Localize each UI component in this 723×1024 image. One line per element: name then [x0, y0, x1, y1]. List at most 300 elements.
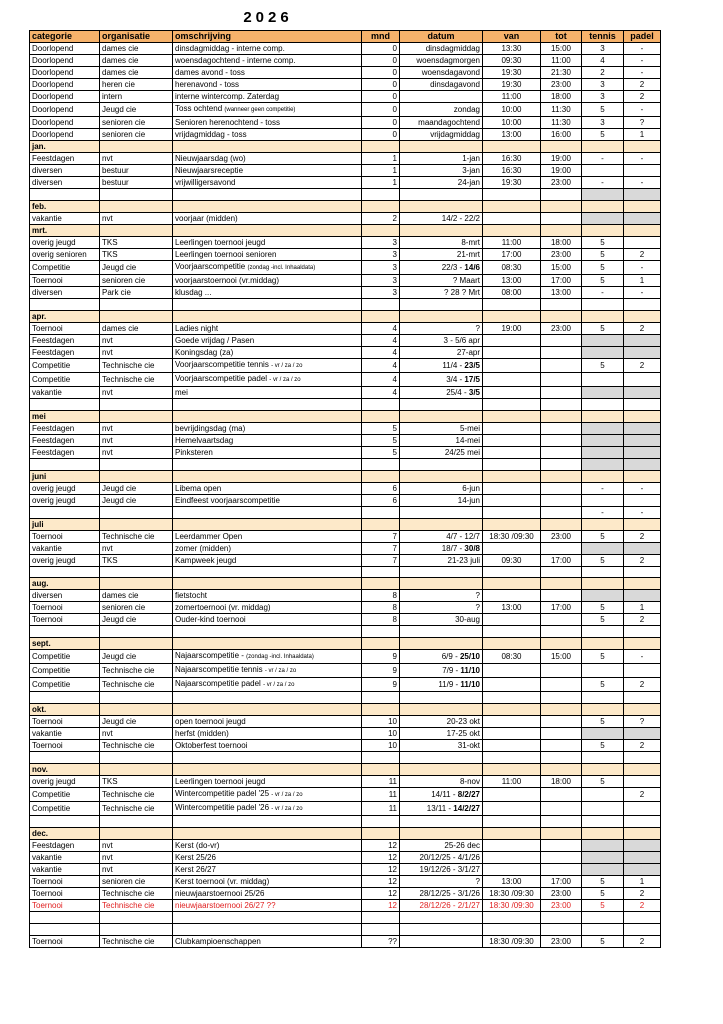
- cell-categorie: [30, 494, 100, 506]
- blank-row: [30, 912, 661, 924]
- mnd-text: 10: [388, 741, 397, 751]
- cell-categorie: [30, 864, 100, 876]
- cell-mnd: [362, 704, 400, 716]
- cell-categorie: [30, 346, 100, 358]
- cell-tennis: [582, 103, 624, 117]
- cell-categorie: [30, 224, 100, 236]
- omschrijving-text: Koningsdag (za): [175, 347, 234, 357]
- cell-organisatie: [100, 358, 173, 372]
- omschrijving-text: vrijwilligersavond: [175, 178, 236, 187]
- cell-tot: [541, 828, 582, 840]
- organisatie-text: TKS: [102, 555, 118, 565]
- cell-categorie: [30, 165, 100, 177]
- organisatie-text: bestuur: [102, 178, 129, 187]
- cell-mnd: [362, 864, 400, 876]
- cell-mnd: [362, 177, 400, 189]
- cell-tennis: [582, 212, 624, 224]
- cell-mnd: [362, 153, 400, 165]
- cell-padel: [624, 923, 661, 935]
- cell-tennis: [582, 566, 624, 578]
- categorie-text: jan.: [32, 142, 46, 151]
- cell-categorie: [30, 716, 100, 728]
- cell-categorie: [30, 298, 100, 310]
- categorie-text: Doorlopend: [32, 130, 74, 139]
- categorie-text: vakantie: [32, 387, 62, 397]
- cell-mnd: [362, 566, 400, 578]
- cell-padel: [624, 446, 661, 458]
- cell-mnd: [362, 372, 400, 386]
- cell-organisatie: [100, 248, 173, 260]
- month-header-row: [30, 828, 661, 840]
- month-header-row: [30, 310, 661, 322]
- cell-van: [483, 590, 541, 602]
- cell-datum: [400, 650, 483, 664]
- datum-text: 27-apr: [456, 347, 480, 357]
- cell-organisatie: [100, 410, 173, 422]
- categorie-text: Toernooi: [32, 275, 63, 285]
- month-header-row: [30, 200, 661, 212]
- mnd-text: 10: [388, 717, 397, 727]
- categorie-text: Toernooi: [32, 323, 63, 333]
- cell-tot: [541, 650, 582, 664]
- table-row: [30, 678, 661, 692]
- cell-mnd: [362, 410, 400, 422]
- cell-van: [483, 764, 541, 776]
- van-text: 13:00: [501, 130, 522, 139]
- cell-van: [483, 236, 541, 248]
- cell-mnd: [362, 740, 400, 752]
- cell-padel: [624, 566, 661, 578]
- cell-datum: [400, 482, 483, 494]
- cell-datum: [400, 704, 483, 716]
- cell-van: [483, 578, 541, 590]
- cell-datum: [400, 554, 483, 566]
- mnd-text: 9: [392, 666, 397, 676]
- table-row: [30, 212, 661, 224]
- cell-mnd: [362, 788, 400, 802]
- cell-tot: [541, 542, 582, 554]
- cell-tennis: [582, 274, 624, 286]
- tot-text: 13:00: [550, 287, 572, 297]
- cell-van: [483, 506, 541, 518]
- mnd-text: 3: [392, 237, 397, 247]
- van-text: 13:00: [501, 275, 522, 285]
- padel-text: 2: [639, 680, 645, 690]
- mnd-text: 1: [392, 178, 397, 187]
- cell-omschrijving: [173, 764, 362, 776]
- organisatie-text: dames cie: [102, 591, 139, 601]
- cell-tennis: [582, 67, 624, 79]
- cell-omschrijving: [173, 103, 362, 117]
- padel-text: -: [640, 56, 644, 65]
- cell-mnd: [362, 286, 400, 298]
- cell-omschrijving: [173, 876, 362, 888]
- cell-tennis: [582, 482, 624, 494]
- van-text: 13:00: [501, 603, 522, 613]
- cell-categorie: [30, 177, 100, 189]
- datum-text: 14-mei: [455, 435, 480, 445]
- cell-omschrijving: [173, 530, 362, 542]
- cell-organisatie: [100, 212, 173, 224]
- cell-tot: [541, 177, 582, 189]
- cell-organisatie: [100, 912, 173, 924]
- mnd-text: 7: [392, 555, 397, 565]
- cell-mnd: [362, 346, 400, 358]
- padel-text: 1: [639, 275, 645, 285]
- cell-padel: [624, 614, 661, 626]
- cell-mnd: [362, 79, 400, 91]
- datum-end-date: 30/8: [464, 543, 480, 553]
- organisatie-text: Technische cie: [102, 790, 155, 800]
- cell-categorie: [30, 530, 100, 542]
- datum-text: 6-jun: [462, 483, 480, 493]
- mnd-text: 8: [392, 603, 397, 613]
- categorie-text: Toernooi: [32, 889, 63, 899]
- cell-tot: [541, 386, 582, 398]
- cell-padel: [624, 274, 661, 286]
- organisatie-text: Technische cie: [102, 741, 155, 751]
- cell-organisatie: [100, 165, 173, 177]
- mnd-text: 0: [392, 92, 397, 101]
- categorie-text: Toernooi: [32, 741, 63, 751]
- datum-text: zondag: [453, 105, 480, 114]
- cell-organisatie: [100, 602, 173, 614]
- cell-van: [483, 310, 541, 322]
- cell-organisatie: [100, 398, 173, 410]
- cell-van: [483, 67, 541, 79]
- omschrijving-text: Clubkampioenschappen: [175, 936, 261, 946]
- cell-van: [483, 704, 541, 716]
- cell-mnd: [362, 716, 400, 728]
- cell-omschrijving: [173, 678, 362, 692]
- cell-tennis: [582, 358, 624, 372]
- table-row: [30, 177, 661, 189]
- organisatie-text: TKS: [102, 777, 118, 787]
- tennis-text: 5: [600, 877, 605, 887]
- month-header-row: [30, 638, 661, 650]
- datum-text: 3 - 5/6 apr: [443, 335, 480, 345]
- column-header-van: van: [483, 31, 541, 43]
- tennis-text: 5: [600, 777, 605, 787]
- cell-padel: [624, 590, 661, 602]
- categorie-text: Feestdagen: [32, 435, 75, 445]
- omschrijving-text: Najaarscompetitie tennis: [175, 665, 263, 675]
- datum-text: 20-23 okt: [446, 717, 480, 727]
- organisatie-text: TKS: [102, 237, 118, 247]
- cell-mnd: [362, 189, 400, 201]
- tennis-text: 5: [600, 680, 605, 690]
- categorie-text: Toernooi: [32, 531, 63, 541]
- cell-padel: [624, 828, 661, 840]
- cell-organisatie: [100, 716, 173, 728]
- cell-van: [483, 200, 541, 212]
- cell-mnd: [362, 852, 400, 864]
- cell-omschrijving: [173, 900, 362, 912]
- mnd-text: 3: [392, 262, 397, 272]
- table-row: [30, 650, 661, 664]
- datum-text: woensdagmorgen: [416, 56, 480, 65]
- padel-text: -: [640, 44, 644, 53]
- cell-organisatie: [100, 852, 173, 864]
- event-calendar-table: [29, 30, 661, 948]
- cell-mnd: [362, 141, 400, 153]
- cell-datum: [400, 840, 483, 852]
- omschrijving-note: - vr / za / zo: [263, 682, 295, 689]
- cell-tennis: [582, 286, 624, 298]
- table-row: [30, 334, 661, 346]
- cell-datum: [400, 129, 483, 141]
- column-header-tennis: tennis: [582, 31, 624, 43]
- categorie-text: overig jeugd: [32, 237, 76, 247]
- cell-categorie: [30, 728, 100, 740]
- cell-padel: [624, 334, 661, 346]
- categorie-text: overig jeugd: [32, 483, 76, 493]
- cell-categorie: [30, 828, 100, 840]
- cell-organisatie: [100, 372, 173, 386]
- padel-text: 2: [639, 360, 645, 370]
- cell-padel: [624, 346, 661, 358]
- categorie-text: diversen: [32, 287, 63, 297]
- cell-omschrijving: [173, 129, 362, 141]
- cell-datum: [400, 398, 483, 410]
- cell-datum: [400, 358, 483, 372]
- cell-tennis: [582, 764, 624, 776]
- datum-text: maandagochtend: [418, 118, 480, 127]
- van-text: 18:30 /09:30: [489, 936, 534, 946]
- cell-datum: [400, 828, 483, 840]
- omschrijving-text: voorjaar (midden): [175, 213, 238, 223]
- cell-padel: [624, 248, 661, 260]
- table-row: [30, 103, 661, 117]
- cell-mnd: [362, 274, 400, 286]
- categorie-text: Doorlopend: [32, 105, 74, 114]
- datum-text: 28/12/26 - 2/1/27: [419, 901, 480, 911]
- organisatie-text: nvt: [102, 435, 113, 445]
- mnd-text: 8: [392, 615, 397, 625]
- cell-tennis: [582, 590, 624, 602]
- omschrijving-text: Pinksteren: [175, 447, 213, 457]
- van-text: 10:00: [501, 118, 522, 127]
- cell-datum: [400, 864, 483, 876]
- cell-omschrijving: [173, 935, 362, 947]
- datum-end-date: 8/2/27: [457, 790, 480, 800]
- cell-categorie: [30, 852, 100, 864]
- omschrijving-text: woensdagochtend - interne comp.: [175, 56, 296, 65]
- cell-padel: [624, 43, 661, 55]
- cell-omschrijving: [173, 542, 362, 554]
- cell-omschrijving: [173, 322, 362, 334]
- omschrijving-text: klusdag ...: [175, 287, 212, 297]
- tot-text: 23:00: [550, 178, 572, 187]
- cell-datum: [400, 103, 483, 117]
- cell-omschrijving: [173, 888, 362, 900]
- organisatie-text: dames cie: [102, 68, 139, 77]
- cell-mnd: [362, 55, 400, 67]
- cell-organisatie: [100, 334, 173, 346]
- omschrijving-text: Oktoberfest toernooi: [175, 741, 248, 751]
- cell-categorie: [30, 334, 100, 346]
- cell-van: [483, 372, 541, 386]
- organisatie-text: bestuur: [102, 166, 129, 175]
- cell-omschrijving: [173, 346, 362, 358]
- cell-tot: [541, 117, 582, 129]
- blank-row: [30, 189, 661, 201]
- omschrijving-text: Hemelvaartsdag: [175, 435, 234, 445]
- cell-tot: [541, 398, 582, 410]
- cell-datum: [400, 286, 483, 298]
- datum-text: 22/3 -: [441, 262, 465, 272]
- mnd-text: 5: [392, 447, 397, 457]
- mnd-text: 0: [392, 130, 397, 139]
- cell-categorie: [30, 91, 100, 103]
- cell-omschrijving: [173, 310, 362, 322]
- cell-omschrijving: [173, 274, 362, 286]
- van-text: 08:00: [501, 287, 522, 297]
- cell-mnd: [362, 224, 400, 236]
- cell-tot: [541, 334, 582, 346]
- cell-padel: [624, 530, 661, 542]
- tennis-text: 3: [600, 92, 605, 101]
- cell-mnd: [362, 692, 400, 704]
- cell-padel: [624, 386, 661, 398]
- cell-organisatie: [100, 923, 173, 935]
- organisatie-text: nvt: [102, 154, 113, 163]
- tot-text: 18:00: [550, 92, 572, 101]
- cell-mnd: [362, 117, 400, 129]
- cell-datum: [400, 876, 483, 888]
- mnd-text: 4: [392, 360, 397, 370]
- cell-mnd: [362, 816, 400, 828]
- organisatie-text: Jeugd cie: [102, 483, 137, 493]
- organisatie-text: senioren cie: [102, 275, 146, 285]
- cell-padel: [624, 212, 661, 224]
- organisatie-text: senioren cie: [102, 603, 146, 613]
- cell-van: [483, 900, 541, 912]
- organisatie-text: nvt: [102, 865, 113, 875]
- cell-padel: [624, 752, 661, 764]
- table-row: [30, 286, 661, 298]
- cell-omschrijving: [173, 470, 362, 482]
- cell-tennis: [582, 728, 624, 740]
- categorie-text: overig jeugd: [32, 777, 76, 787]
- cell-organisatie: [100, 43, 173, 55]
- cell-tot: [541, 776, 582, 788]
- van-text: 08:30: [501, 652, 522, 662]
- cell-mnd: [362, 103, 400, 117]
- cell-datum: [400, 153, 483, 165]
- cell-categorie: [30, 260, 100, 274]
- cell-datum: [400, 788, 483, 802]
- cell-padel: [624, 900, 661, 912]
- categorie-text: overig senioren: [32, 249, 87, 259]
- omschrijving-text: herenavond - toss: [175, 80, 240, 89]
- datum-text: dinsdagavond: [430, 80, 480, 89]
- cell-organisatie: [100, 117, 173, 129]
- datum-text: 4/7 - 12/7: [446, 531, 480, 541]
- cell-omschrijving: [173, 776, 362, 788]
- omschrijving-note: - vr / za / zo: [271, 806, 303, 813]
- cell-tot: [541, 802, 582, 816]
- cell-tot: [541, 422, 582, 434]
- tot-text: 18:00: [550, 237, 572, 247]
- cell-padel: [624, 764, 661, 776]
- cell-categorie: [30, 386, 100, 398]
- cell-van: [483, 434, 541, 446]
- cell-organisatie: [100, 482, 173, 494]
- tot-text: 17:00: [550, 555, 572, 565]
- cell-omschrijving: [173, 334, 362, 346]
- cell-padel: [624, 55, 661, 67]
- omschrijving-text: dinsdagmiddag - interne comp.: [175, 44, 285, 53]
- cell-datum: [400, 260, 483, 274]
- cell-categorie: [30, 614, 100, 626]
- tot-text: 23:00: [550, 901, 572, 911]
- cell-mnd: [362, 626, 400, 638]
- cell-organisatie: [100, 888, 173, 900]
- categorie-text: Doorlopend: [32, 44, 74, 53]
- cell-organisatie: [100, 864, 173, 876]
- tennis-text: -: [601, 154, 604, 163]
- cell-organisatie: [100, 177, 173, 189]
- omschrijving-text: Kampweek jeugd: [175, 555, 237, 565]
- table-row: [30, 740, 661, 752]
- datum-text: 28/12/25 - 3/1/26: [419, 889, 480, 899]
- cell-datum: [400, 816, 483, 828]
- tot-text: 17:00: [550, 603, 572, 613]
- blank-row: [30, 458, 661, 470]
- tot-text: 15:00: [550, 652, 572, 662]
- cell-van: [483, 153, 541, 165]
- cell-omschrijving: [173, 740, 362, 752]
- cell-mnd: [362, 212, 400, 224]
- cell-datum: [400, 346, 483, 358]
- cell-categorie: [30, 664, 100, 678]
- table-row: [30, 372, 661, 386]
- categorie-text: Feestdagen: [32, 841, 75, 851]
- cell-padel: [624, 802, 661, 816]
- cell-datum: [400, 434, 483, 446]
- cell-mnd: [362, 129, 400, 141]
- cell-tennis: [582, 614, 624, 626]
- padel-text: -: [640, 507, 644, 517]
- cell-van: [483, 334, 541, 346]
- table-row: [30, 776, 661, 788]
- padel-text: 2: [639, 555, 645, 565]
- mnd-text: 3: [392, 275, 397, 285]
- omschrijving-text: Nieuwjaarsdag (wo): [175, 154, 246, 163]
- cell-omschrijving: [173, 372, 362, 386]
- cell-tot: [541, 446, 582, 458]
- cell-tennis: [582, 177, 624, 189]
- cell-omschrijving: [173, 248, 362, 260]
- cell-tot: [541, 935, 582, 947]
- datum-text: 1-jan: [462, 154, 480, 163]
- cell-categorie: [30, 923, 100, 935]
- cell-van: [483, 802, 541, 816]
- cell-padel: [624, 704, 661, 716]
- categorie-text: sept.: [32, 639, 51, 649]
- omschrijving-text: zomertoernooi (vr. middag): [175, 603, 271, 613]
- cell-omschrijving: [173, 704, 362, 716]
- cell-datum: [400, 542, 483, 554]
- mnd-text: 10: [388, 729, 397, 739]
- omschrijving-text: bevrijdingsdag (ma): [175, 423, 246, 433]
- cell-omschrijving: [173, 816, 362, 828]
- cell-padel: [624, 322, 661, 334]
- cell-omschrijving: [173, 728, 362, 740]
- van-text: 09:30: [501, 56, 522, 65]
- column-header-padel: padel: [624, 31, 661, 43]
